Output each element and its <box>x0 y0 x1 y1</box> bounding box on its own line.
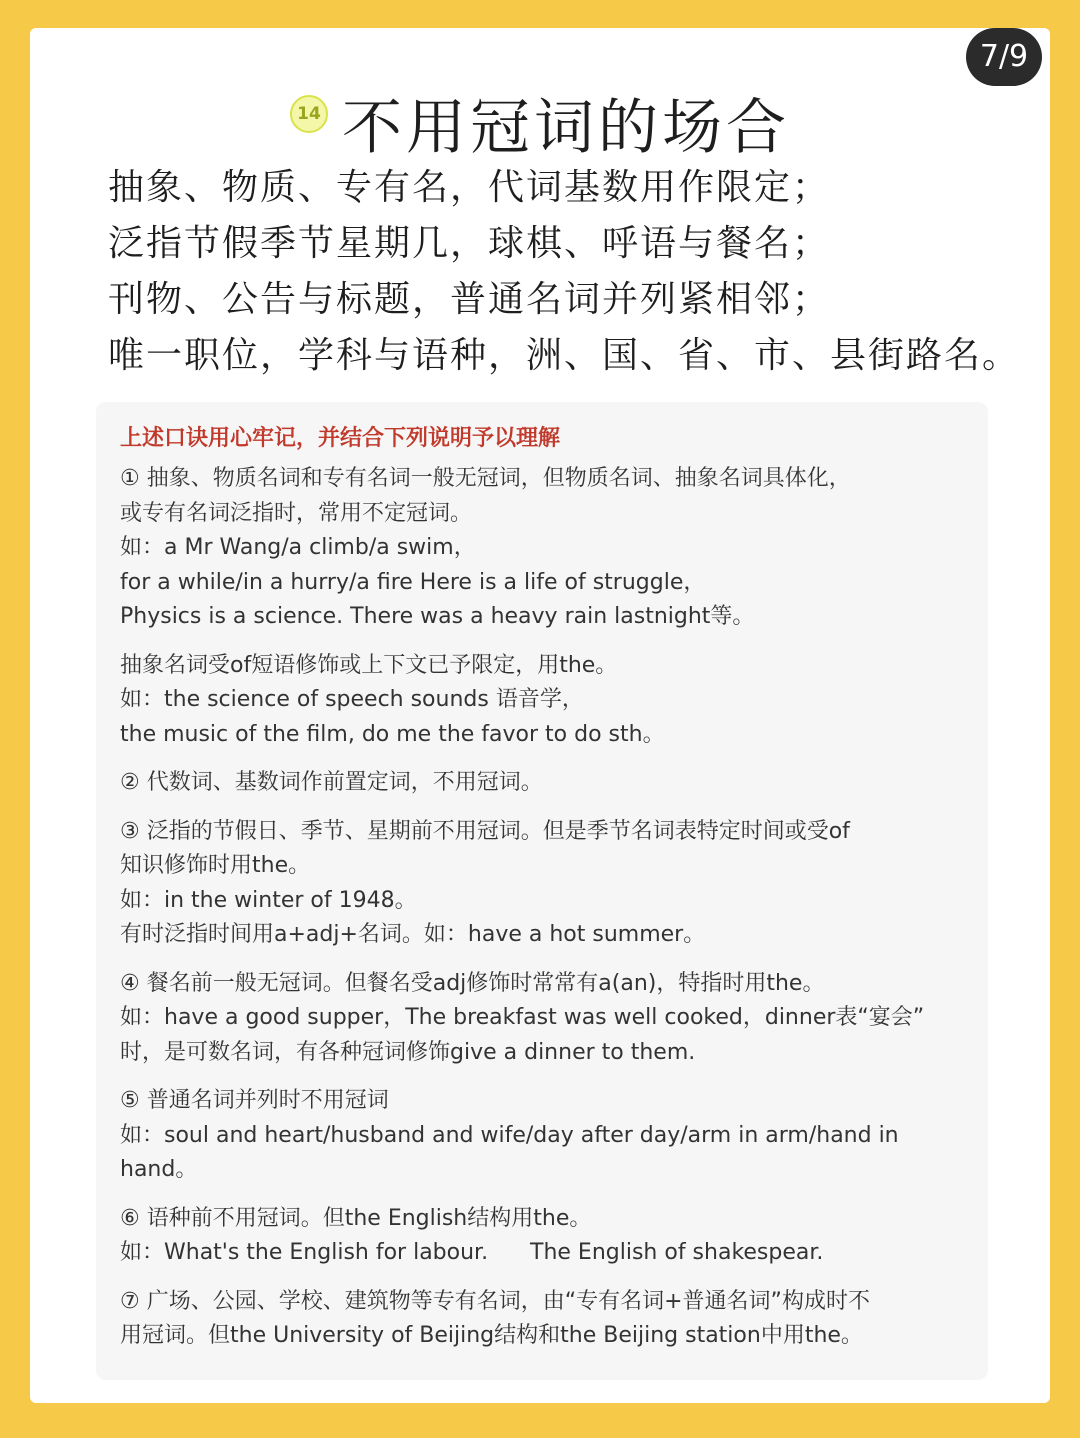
note-line: 如：the science of speech sounds 语音学， <box>120 687 584 712</box>
note-line: 如：What's the English for labour. The English of shakespear. <box>120 1240 824 1265</box>
title-row <box>0 80 1080 166</box>
note-line: 或专有名词泛指时，常用不定冠词。 <box>120 500 473 526</box>
note-line: ⑥ 语种前不用冠词。但the English结构用the。 <box>120 1205 592 1231</box>
note-paragraph <box>120 462 972 635</box>
note-line: 时，是可数名词，有各种冠词修饰give a dinner to them. <box>120 1039 696 1065</box>
rhyme-line: 唯一职位，学科与语种，洲、国、省、市、县街路名。 <box>108 335 1021 376</box>
note-paragraph <box>120 1285 972 1354</box>
note-paragraph <box>120 649 972 753</box>
note-line: hand。 <box>120 1157 198 1182</box>
note-line: 如：soul and heart/husband and wife/day after day/arm in arm/hand in <box>120 1122 899 1148</box>
note-paragraph <box>120 815 972 953</box>
note-line: 如：a Mr Wang/a climb/a swim， <box>120 535 476 560</box>
rhyme-line: 泛指节假季节星期几，球棋、呼语与餐名； <box>108 223 831 264</box>
note-line: ① 抽象、物质名词和专有名词一般无冠词，但物质名词、抽象名词具体化， <box>120 466 851 491</box>
page-indicator: 7/9 <box>966 28 1042 86</box>
note-line: Physics is a science. There was a heavy rain lastnight等。 <box>120 604 755 629</box>
note-line: ⑦ 广场、公园、学校、建筑物等专有名词，由“专有名词+普通名词”构成时不 <box>120 1288 870 1314</box>
note-line: ③ 泛指的节假日、季节、星期前不用冠词。但是季节名词表特定时间或受of <box>120 818 850 844</box>
note-line: 知识修饰时用the。 <box>120 853 311 878</box>
note-line: 如：in the winter of 1948。 <box>120 887 417 913</box>
note-line: 如：have a good supper，The breakfast was well cooked，dinner表“宴会” <box>120 1005 925 1030</box>
note-line: ④ 餐名前一般无冠词。但餐名受adj修饰时常常有a(an)，特指时用the。 <box>120 970 825 996</box>
note-line: for a while/in a hurry/a fire Here is a life of struggle， <box>120 569 706 595</box>
note-line: ② 代数词、基数词作前置定词，不用冠词。 <box>120 770 543 795</box>
note-paragraph <box>120 1084 972 1188</box>
note-paragraph <box>120 766 972 801</box>
rhyme-line: 刊物、公告与标题，普通名词并列紧相邻； <box>108 279 831 320</box>
section-number-badge: 14 <box>290 95 328 133</box>
note-line: 有时泛指时间用a+adj+名词。如：have a hot summer。 <box>120 922 706 947</box>
note-line: ⑤ 普通名词并列时不用冠词 <box>120 1088 389 1113</box>
notes-heading: 上述口诀用心牢记，并结合下列说明予以理解 <box>120 426 561 451</box>
note-line: 抽象名词受of短语修饰或上下文已予限定，用the。 <box>120 652 618 678</box>
note-line: 用冠词。但the University of Beijing结构和the Beijing station中用the。 <box>120 1323 863 1348</box>
rhyme-block <box>108 160 1028 384</box>
page-title: 不用冠词的场合 <box>342 93 790 163</box>
note-line: the music of the film, do me the favor to do sth。 <box>120 721 665 747</box>
note-paragraph <box>120 967 972 1071</box>
rhyme-line: 抽象、物质、专有名，代词基数用作限定； <box>108 167 831 208</box>
notes-panel <box>96 402 988 1380</box>
note-paragraph <box>120 1202 972 1271</box>
